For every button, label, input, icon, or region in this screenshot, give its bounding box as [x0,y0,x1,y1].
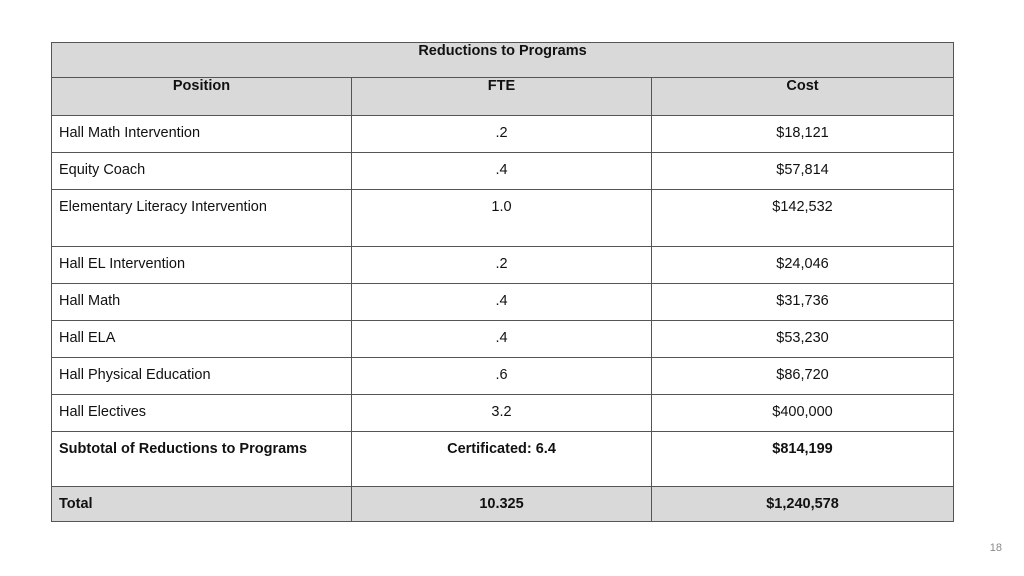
table-row [52,153,954,190]
cell-position: Hall Math [52,284,352,321]
cell-position: Hall Physical Education [52,358,352,395]
total-row [52,487,954,522]
table-title-row [52,43,954,78]
table-header-row [52,78,954,116]
cell-position: Hall ELA [52,321,352,358]
total-label: Total [52,487,352,522]
cell-position: Elementary Literacy Intervention [52,190,352,247]
reductions-table [51,42,954,522]
subtotal-cost: $814,199 [652,432,954,487]
total-fte: 10.325 [352,487,652,522]
table-row [52,247,954,284]
table-row [52,116,954,153]
subtotal-fte: Certificated: 6.4 [352,432,652,487]
cell-fte: .2 [352,116,652,153]
table-row [52,321,954,358]
table-row [52,284,954,321]
table-row [52,190,954,247]
page-number: 18 [989,542,1002,554]
column-header-fte: FTE [352,78,652,116]
column-header-cost: Cost [652,78,954,116]
cell-fte: .4 [352,321,652,358]
cell-position: Hall EL Intervention [52,247,352,284]
cell-position: Hall Electives [52,395,352,432]
table-title: Reductions to Programs [52,43,954,78]
cell-fte: 3.2 [352,395,652,432]
table-row [52,358,954,395]
cell-cost: $24,046 [652,247,954,284]
cell-position: Hall Math Intervention [52,116,352,153]
cell-cost: $31,736 [652,284,954,321]
cell-cost: $86,720 [652,358,954,395]
cell-fte: 1.0 [352,190,652,247]
cell-position: Equity Coach [52,153,352,190]
cell-cost: $18,121 [652,116,954,153]
subtotal-label: Subtotal of Reductions to Programs [52,432,352,487]
cell-cost: $53,230 [652,321,954,358]
column-header-position: Position [52,78,352,116]
cell-cost: $400,000 [652,395,954,432]
cell-fte: .4 [352,284,652,321]
cell-cost: $142,532 [652,190,954,247]
cell-cost: $57,814 [652,153,954,190]
subtotal-row [52,432,954,487]
cell-fte: .6 [352,358,652,395]
table-row [52,395,954,432]
cell-fte: .4 [352,153,652,190]
cell-fte: .2 [352,247,652,284]
total-cost: $1,240,578 [652,487,954,522]
